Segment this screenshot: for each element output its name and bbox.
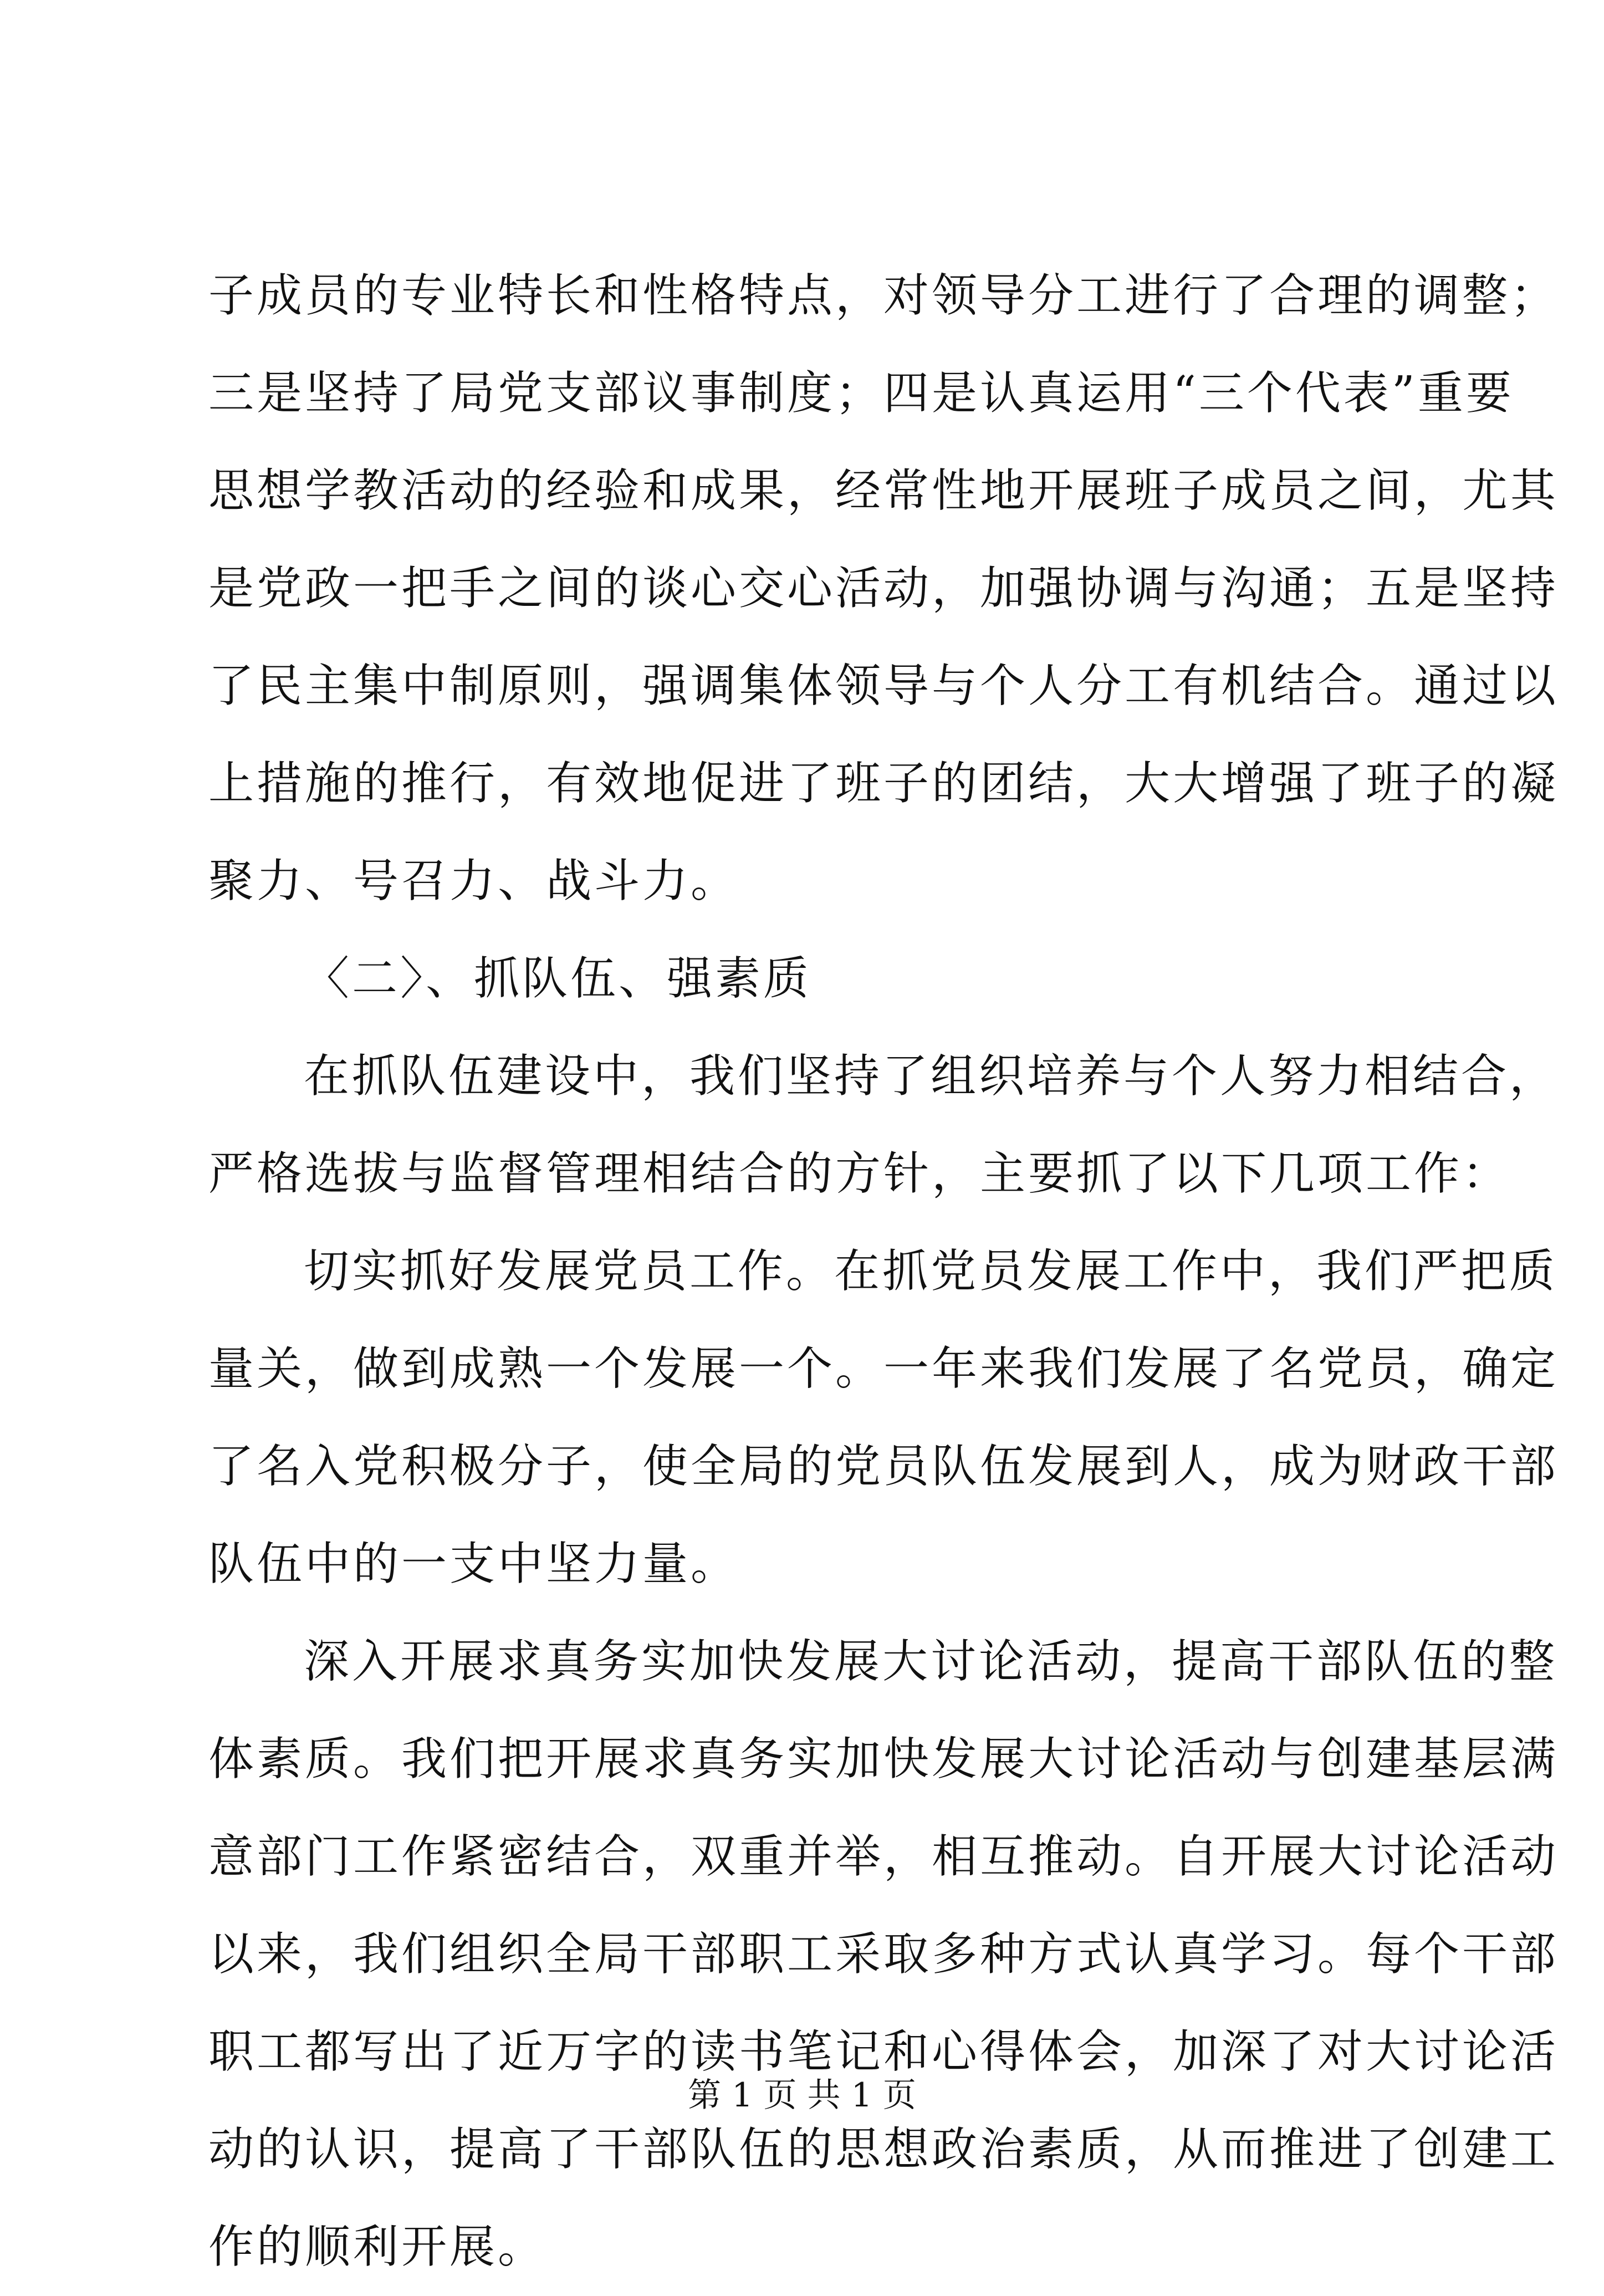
text-line: 子成员的专业特长和性格特点，对领导分工进行了合理的调整； — [208, 269, 1559, 322]
text-line: 作的顺利开展。 — [208, 2221, 546, 2273]
text-line: 体素质。我们把开展求真务实加快发展大讨论活动与创建基层满 — [208, 1733, 1559, 1785]
text-line: 上措施的推行，有效地促进了班子的团结，大大增强了班子的凝 — [208, 757, 1559, 810]
text-line: 思想学教活动的经验和成果，经常性地开展班子成员之间，尤其 — [208, 465, 1559, 517]
text-line: 了民主集中制原则，强调集体领导与个人分工有机结合。通过以 — [208, 660, 1559, 712]
paragraph-discussion-activity — [208, 1613, 1559, 2296]
text-line: 严格选拔与监督管理相结合的方针，主要抓了以下几项工作： — [208, 1147, 1511, 1200]
text-line: 动的认识，提高了干部队伍的思想政治素质，从而推进了创建工 — [208, 2123, 1559, 2176]
text-line: 以来，我们组织全局干部职工采取多种方式认真学习。每个干部 — [208, 1928, 1559, 1981]
text-line: 意部门工作紧密结合，双重并举，相互推动。自开展大讨论活动 — [208, 1830, 1559, 1883]
paragraph-team-building-intro — [208, 1028, 1558, 1223]
text-line: 了名入党积极分子，使全局的党员队伍发展到人，成为财政干部 — [208, 1440, 1559, 1493]
page-footer — [0, 2073, 1604, 2118]
text-line: 三是坚持了局党支部议事制度；四是认真运用“三个代表”重要 — [208, 367, 1514, 420]
paragraph-party-member-development — [208, 1223, 1559, 1613]
section-heading-text: 〈二〉、抓队伍、强素质 — [304, 952, 812, 1005]
text-line: 量关，做到成熟一个发展一个。一年来我们发展了名党员，确定 — [208, 1343, 1559, 1395]
text-line: 切实抓好发展党员工作。在抓党员发展工作中，我们严把质 — [304, 1245, 1558, 1298]
section-heading — [208, 930, 1406, 1028]
text-line: 队伍中的一支中坚力量。 — [208, 1538, 739, 1590]
text-line: 是党政一把手之间的谈心交心活动，加强协调与沟通；五是坚持 — [208, 562, 1559, 615]
text-line: 深入开展求真务实加快发展大讨论活动，提高干部队伍的整 — [304, 1635, 1558, 1688]
text-line: 在抓队伍建设中，我们坚持了组织培养与个人努力相结合， — [304, 1050, 1558, 1103]
page-number-label: 第 1 页 共 1 页 — [688, 2076, 916, 2115]
text-line: 聚力、号召力、战斗力。 — [208, 855, 739, 907]
text-line: 职工都写出了近万字的读书笔记和心得体会，加深了对大讨论活 — [208, 2025, 1559, 2078]
document-body — [208, 247, 1559, 2296]
paragraph-leadership-measures — [208, 247, 1559, 930]
